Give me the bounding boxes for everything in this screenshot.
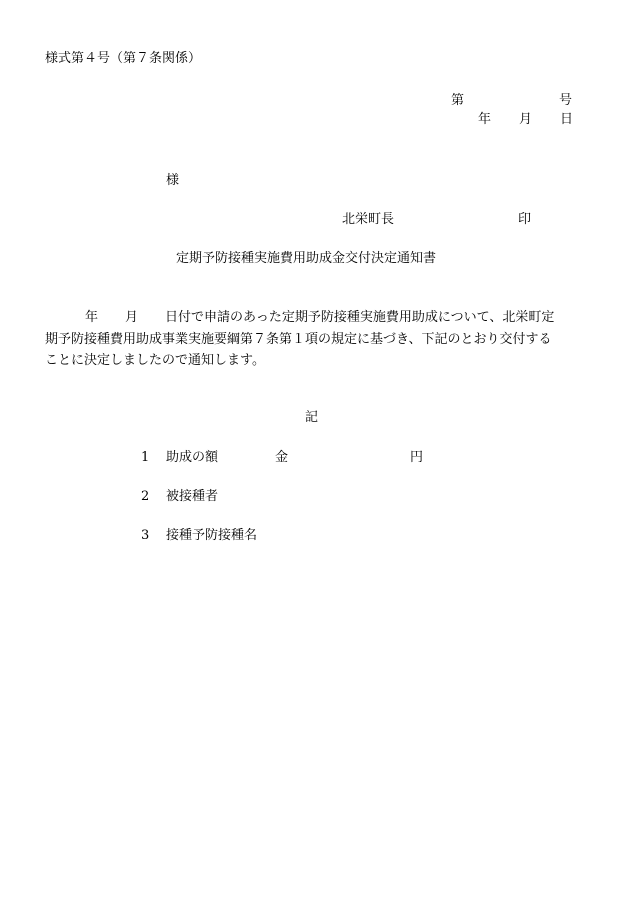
date-year-label: 年	[478, 112, 492, 127]
body-line-1	[45, 307, 585, 329]
body-line-1-text: 日付で申請のあった定期予防接種実施費用助成について、北栄町定	[165, 310, 555, 325]
document-number-prefix: 第	[451, 93, 465, 108]
item-3-label: 接種予防接種名	[166, 528, 258, 543]
recipient-honorific: 様	[166, 173, 180, 188]
item-2-number: 2	[141, 489, 150, 504]
issuer-title: 北栄町長	[342, 212, 395, 227]
body-line-3: ことに決定しましたので通知します。	[45, 353, 265, 368]
document-number-suffix: 号	[559, 93, 573, 108]
date-day-label: 日	[560, 112, 574, 127]
body-paragraph	[45, 307, 585, 372]
item-1-number: 1	[141, 450, 150, 465]
body-line-2: 期予防接種費用助成事業実施要綱第７条第１項の規定に基づき、下記のとおり交付する	[45, 331, 552, 347]
form-number-label: 様式第４号（第７条関係）	[45, 51, 202, 66]
body-date-year: 年	[85, 310, 99, 325]
document-title: 定期予防接種実施費用助成金交付決定通知書	[176, 251, 437, 266]
date-month-label: 月	[519, 112, 533, 127]
item-3-number: 3	[141, 528, 150, 543]
seal-mark: 印	[518, 212, 532, 227]
item-1-amount-suffix: 円	[410, 450, 424, 465]
ki-heading: 記	[305, 410, 319, 425]
body-date-month: 月	[125, 310, 139, 325]
item-2-label: 被接種者	[166, 489, 219, 504]
item-1-amount-prefix: 金	[275, 450, 289, 465]
item-1-label: 助成の額	[166, 450, 219, 465]
